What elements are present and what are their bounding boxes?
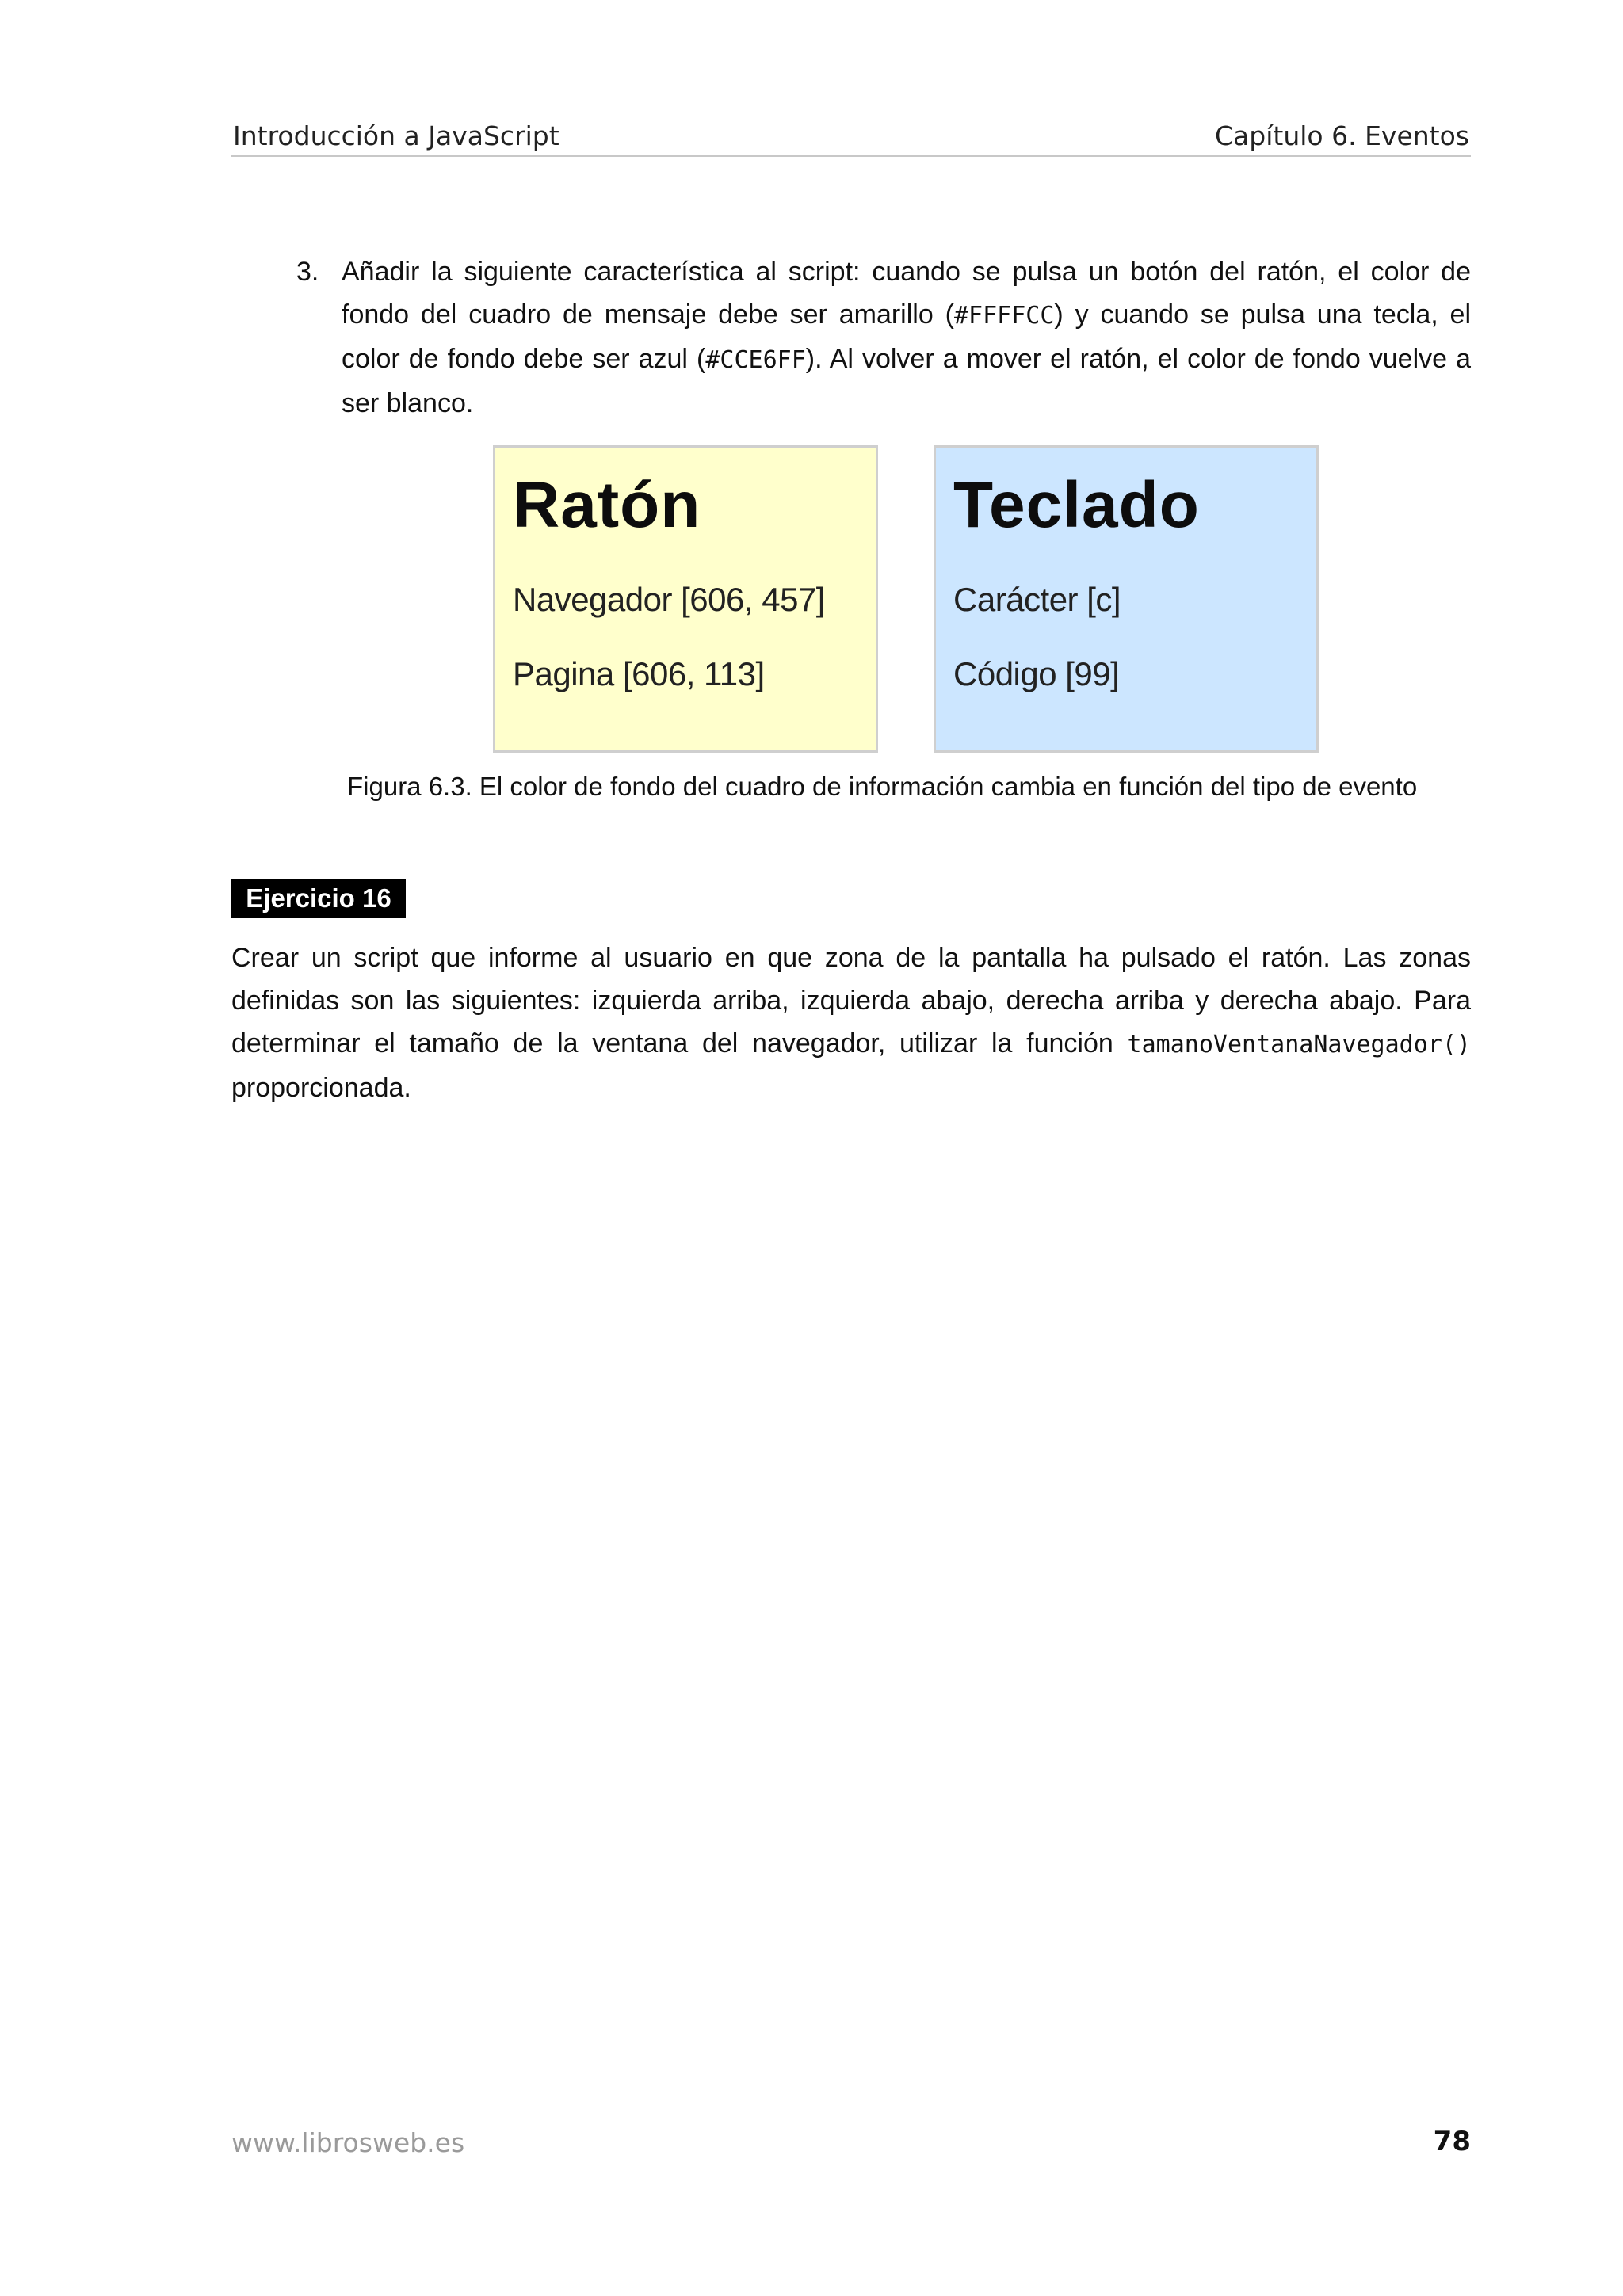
list-item-text [342, 250, 1471, 425]
figure-caption: Figura 6.3. El color de fondo del cuadro de información cambia en función del tipo de evento [347, 772, 1418, 801]
mouse-page-coords: Pagina [606, 113] [513, 655, 765, 692]
exercise-description [231, 936, 1471, 1109]
list-item-number: 3. [296, 257, 319, 287]
header-book-title: Introducción a JavaScript [233, 120, 559, 151]
code-yellow: #FFFFCC [953, 302, 1055, 330]
header-chapter-title: Capítulo 6. Eventos [1215, 120, 1469, 151]
item-text-part-b: ) y cuando se pulsa una tecla, el color de fondo debe ser azul ( [342, 299, 1472, 374]
exercise-text-part-b: proporcionada. [231, 1073, 411, 1103]
item-text-part-c: ). Al volver a mover el ratón, el color de fondo vuelve a ser blanco. [342, 344, 1471, 418]
exercise-text-part-a: Crear un script que informe al usuario en que zona de la pantalla ha pulsado el ratón. Las zonas definidas son las siguientes: izquierda arriba, izquierda abajo, derecha arriba y derecha abajo. Para determinar el tamaño de la ventana del navegador, utilizar la función [231, 943, 1471, 1058]
keyboard-box-title: Teclado [953, 469, 1200, 541]
item-text-part-a: Añadir la siguiente característica al script: cuando se pulsa un botón del ratón, el color de fondo del cuadro de mensaje debe ser amarillo ( [342, 257, 1471, 330]
footer-url: www.librosweb.es [231, 2127, 465, 2158]
mouse-box-title: Ratón [513, 469, 701, 541]
keyboard-info-box [934, 445, 1319, 753]
list-item-3 [296, 250, 1471, 425]
code-blue: #CCE6FF [705, 346, 806, 374]
mouse-info-box [493, 445, 878, 753]
keyboard-character: Carácter [c] [953, 581, 1121, 618]
exercise-code: tamanoVentanaNavegador() [1127, 1031, 1471, 1058]
page-header [231, 116, 1471, 157]
keyboard-code: Código [99] [953, 655, 1120, 692]
exercise-title: Ejercicio 16 [231, 879, 406, 918]
figure-6-3 [493, 444, 1320, 754]
mouse-browser-coords: Navegador [606, 457] [513, 581, 825, 618]
page-number: 78 [1433, 2126, 1471, 2157]
